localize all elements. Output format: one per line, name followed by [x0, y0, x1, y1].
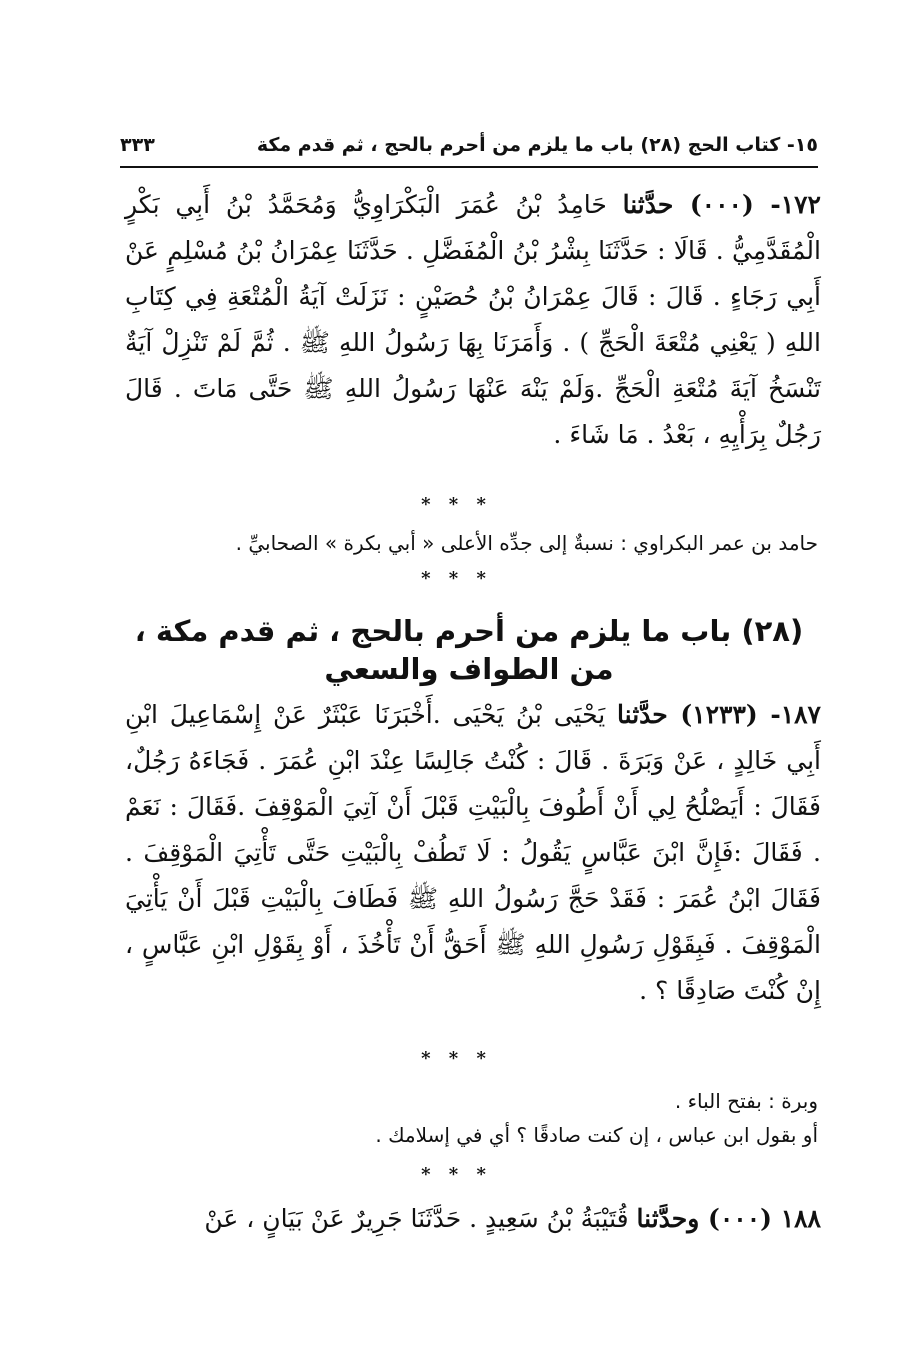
hadith-172-text: حَامِدُ بْنُ عُمَرَ الْبَكْرَاوِيُّ وَمُحَمَّدُ بْنُ أَبِي بَكْرٍ الْمُقَدَّمِيُّ . قَالَا : حَدَّثَنَا بِشْرُ بْنُ الْمُفَضَّلِ . حَدَّثَنَا عِمْرَانُ بْنُ مُسْلِمٍ عَنْ أَبِي رَجَاءٍ . قَالَ : قَالَ عِمْرَانُ بْنُ حُصَيْنٍ : نَزَلَتْ آيَةُ الْمُتْعَةِ فِي كِتَابِ اللهِ ( يَعْنِي مُتْعَةَ الْحَجِّ ) . وَأَمَرَنَا بِهَا رَسُولُ اللهِ ﷺ . ثُمَّ لَمْ تَنْزِلْ آيَةٌ تَنْسَخُ آيَةَ مُتْعَةِ الْحَجِّ .وَلَمْ يَنْهَ عَنْهَا رَسُولُ اللهِ ﷺ حَتَّى مَاتَ . قَالَ رَجُلٌ بِرَأْيِهِ ، بَعْدُ . مَا شَاءَ .	[125, 190, 821, 449]
header-divider	[120, 166, 818, 168]
header-chapter-reference: ١٥- كتاب الحج (٢٨) باب ما يلزم من أحرم بالحج ، ثم قدم مكة	[256, 134, 818, 156]
separator-2: * * *	[421, 568, 492, 589]
hadith-172	[125, 182, 821, 458]
separator-3: * * *	[421, 1048, 492, 1069]
note-172: حامد بن عمر البكراوي : نسبةٌ إلى جدِّه الأعلى « أبي بكرة » الصحابيِّ .	[235, 531, 818, 555]
hadith-188-text: قُتَيْبَةُ بْنُ سَعِيدٍ . حَدَّثَنَا جَرِيرٌ عَنْ بَيَانٍ ، عَنْ	[204, 1204, 629, 1233]
hadith-188-number: ١٨٨ (٠٠٠) وحدَّثنا	[636, 1204, 821, 1233]
hadith-187-number: ١٨٧- (١٢٣٣) حدَّثنا	[617, 700, 821, 729]
separator-4: * * *	[421, 1164, 492, 1185]
page-number: ٣٣٣	[120, 134, 155, 156]
hadith-187-text: يَحْيَى بْنُ يَحْيَى .أَخْبَرَنَا عَبْثَرٌ عَنْ إِسْمَاعِيلَ ابْنِ أَبِي خَالِدٍ ، عَنْ وَبَرَةَ . قَالَ : كُنْتُ جَالِسًا عِنْدَ ابْنِ عُمَرَ . فَجَاءَهُ رَجُلٌ، فَقَالَ : أَيَصْلُحُ لِي أَنْ أَطُوفَ بِالْبَيْتِ قَبْلَ أَنْ آتِيَ الْمَوْقِفَ .فَقَالَ : نَعَمْ . فَقَالَ :فَإِنَّ ابْنَ عَبَّاسٍ يَقُولُ : لَا تَطُفْ بِالْبَيْتِ حَتَّى تَأْتِيَ الْمَوْقِفَ . فَقَالَ ابْنُ عُمَرَ : فَقَدْ حَجَّ رَسُولُ اللهِ ﷺ فَطَافَ بِالْبَيْتِ قَبْلَ أَنْ يَأْتِيَ الْمَوْقِفَ . فَبِقَوْلِ رَسُولِ اللهِ ﷺ أَحَقُّ أَنْ تَأْخُذَ ، أَوْ بِقَوْلِ ابْنِ عَبَّاسٍ ، إِنْ كُنْتَ صَادِقًا ؟ .	[125, 700, 821, 1005]
hadith-172-number: ١٧٢- (٠٠٠) حدَّثنا	[622, 190, 821, 219]
chapter-heading	[120, 612, 818, 688]
note-187-line1: وبرة : بفتح الباء .	[674, 1089, 818, 1113]
note-187-line2: أو بقول ابن عباس ، إن كنت صادقًا ؟ أي في إسلامك .	[375, 1123, 818, 1147]
chapter-heading-line2: من الطواف والسعي	[324, 652, 614, 686]
hadith-188	[125, 1196, 821, 1242]
chapter-heading-line1: (٢٨) باب ما يلزم من أحرم بالحج ، ثم قدم مكة ،	[134, 614, 804, 648]
running-header	[120, 128, 818, 162]
notes-187	[120, 1084, 818, 1152]
separator-1: * * *	[421, 494, 492, 515]
hadith-187	[125, 692, 821, 1014]
